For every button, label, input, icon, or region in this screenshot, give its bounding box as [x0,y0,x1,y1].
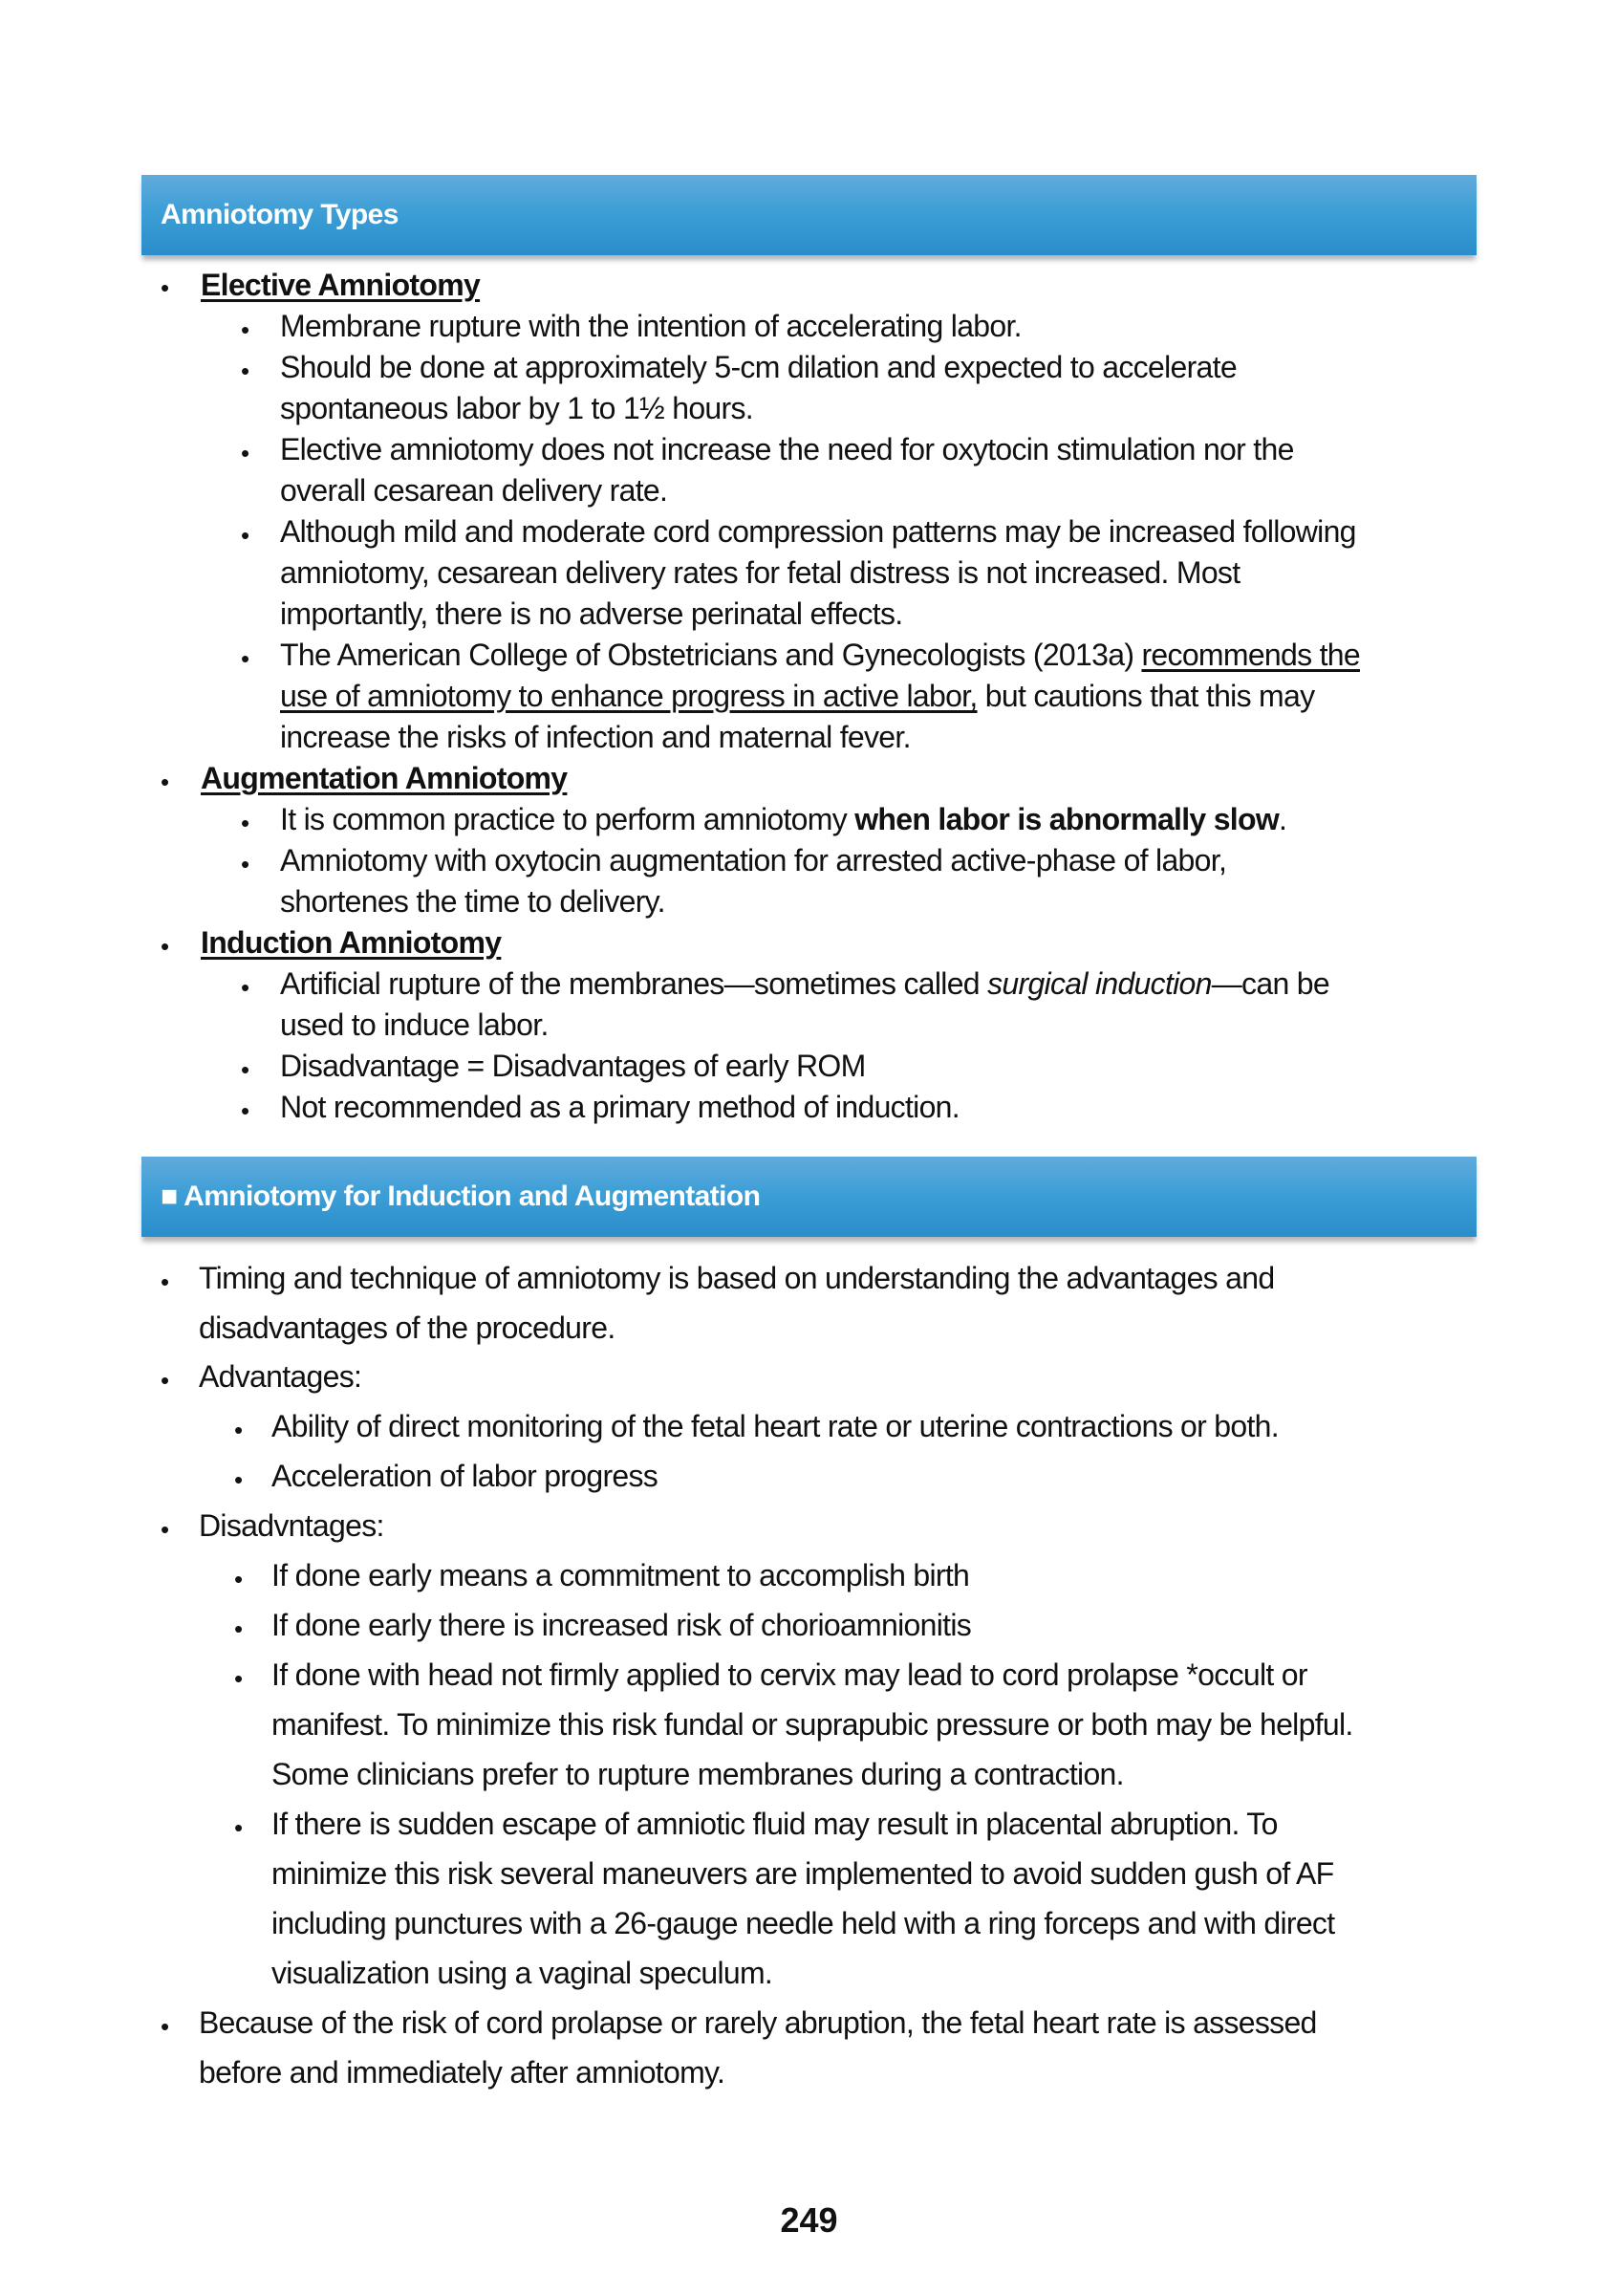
bullet-icon: • [234,1465,243,1494]
page-number: 249 [780,2200,838,2240]
list-item: Elective amniotomy does not increase the need for oxytocin stimulation nor the [280,432,1294,466]
list-item-cont: importantly, there is no adverse perinatal effects. [280,596,903,631]
section-header-induction-augmentation [141,1157,1477,1237]
list-item: If done with head not firmly applied to cervix may lead to cord prolapse *occult or [271,1657,1307,1692]
bullet-icon: • [161,273,169,302]
list-item: Membrane rupture with the intention of accelerating labor. [280,309,1022,343]
list-item-cont: overall cesarean delivery rate. [280,473,668,508]
list-item: Ability of direct monitoring of the fetal heart rate or uterine contractions or both. [271,1409,1279,1443]
underlined-text: recommends the [1141,638,1360,672]
bullet-icon: • [234,1565,243,1593]
list-item: Timing and technique of amniotomy is based on understanding the advantages and [199,1261,1275,1295]
bullet-icon: • [234,1416,243,1444]
list-item-cont: manifest. To minimize this risk fundal or suprapubic pressure or both may be helpful. [271,1707,1353,1742]
section-header-amniotomy-types [141,175,1477,255]
list-item: Amniotomy with oxytocin augmentation for arrested active-phase of labor, [280,843,1227,877]
list-item: If done early means a commitment to accomplish birth [271,1558,970,1592]
list-item: If there is sudden escape of amniotic fluid may result in placental abruption. To [271,1807,1278,1841]
list-item: Artificial rupture of the membranes—sometimes called surgical induction—can be [280,966,1329,1001]
list-item-cont: disadvantages of the procedure. [199,1310,615,1345]
list-item-cont: shortenes the time to delivery. [280,884,665,919]
augmentation-heading: Augmentation Amniotomy [201,761,568,795]
list-item-cont: increase the risks of infection and maternal fever. [280,720,911,754]
bullet-icon: • [161,932,169,961]
list-item: If done early there is increased risk of chorioamnionitis [271,1608,972,1642]
underlined-text: use of amniotomy to enhance progress in active labor, [280,679,978,713]
bullet-icon: • [161,1366,169,1395]
bullet-icon: • [241,644,249,673]
list-item: Because of the risk of cord prolapse or rarely abruption, the fetal heart rate is assessed [199,2005,1317,2040]
list-item-cont: minimize this risk several maneuvers are implemented to avoid sudden gush of AF [271,1856,1334,1891]
list-item-cont: amniotomy, cesarean delivery rates for fetal distress is not increased. Most [280,555,1240,590]
list-item: It is common practice to perform amniotomy when labor is abnormally slow. [280,802,1287,836]
advantages-heading: Advantages: [199,1359,362,1394]
list-item-cont: use of amniotomy to enhance progress in active labor, but cautions that this may [280,679,1315,713]
list-item-cont: visualization using a vaginal speculum. [271,1956,773,1990]
bullet-icon: • [241,439,249,467]
bullet-icon: • [234,1813,243,1842]
list-item: Acceleration of labor progress [271,1459,658,1493]
bullet-icon: • [241,809,249,837]
list-item: Disadvantage = Disadvantages of early ROM [280,1049,866,1083]
list-item: Not recommended as a primary method of induction. [280,1090,960,1124]
bullet-icon: • [241,973,249,1002]
disadvantages-heading: Disadvntages: [199,1508,384,1543]
induction-heading: Induction Amniotomy [201,925,502,960]
bullet-icon: • [161,2012,169,2041]
elective-heading: Elective Amniotomy [201,268,481,302]
bullet-icon: • [241,1096,249,1125]
bullet-icon: • [241,521,249,550]
bullet-icon: • [161,1267,169,1296]
list-item-cont: Some clinicians prefer to rupture membranes during a contraction. [271,1757,1124,1791]
bullet-icon: • [241,315,249,344]
bullet-icon: • [241,357,249,385]
bullet-icon: • [241,1055,249,1084]
bullet-icon: • [241,850,249,878]
list-item-cont: spontaneous labor by 1 to 1½ hours. [280,391,753,425]
list-item: The American College of Obstetricians and Gynecologists (2013a) recommends the [280,638,1360,672]
section-title: ■ Amniotomy for Induction and Augmentation [161,1180,761,1212]
bullet-icon: • [234,1664,243,1693]
bullet-icon: • [161,1515,169,1544]
bullet-icon: • [161,768,169,796]
list-item-cont: used to induce labor. [280,1007,549,1042]
list-item-cont: including punctures with a 26-gauge needle held with a ring forceps and with direct [271,1906,1335,1940]
list-item-cont: before and immediately after amniotomy. [199,2055,725,2090]
list-item: Although mild and moderate cord compression patterns may be increased following [280,514,1356,549]
bullet-icon: • [234,1614,243,1643]
section-title: Amniotomy Types [161,199,399,230]
list-item: Should be done at approximately 5-cm dilation and expected to accelerate [280,350,1237,384]
